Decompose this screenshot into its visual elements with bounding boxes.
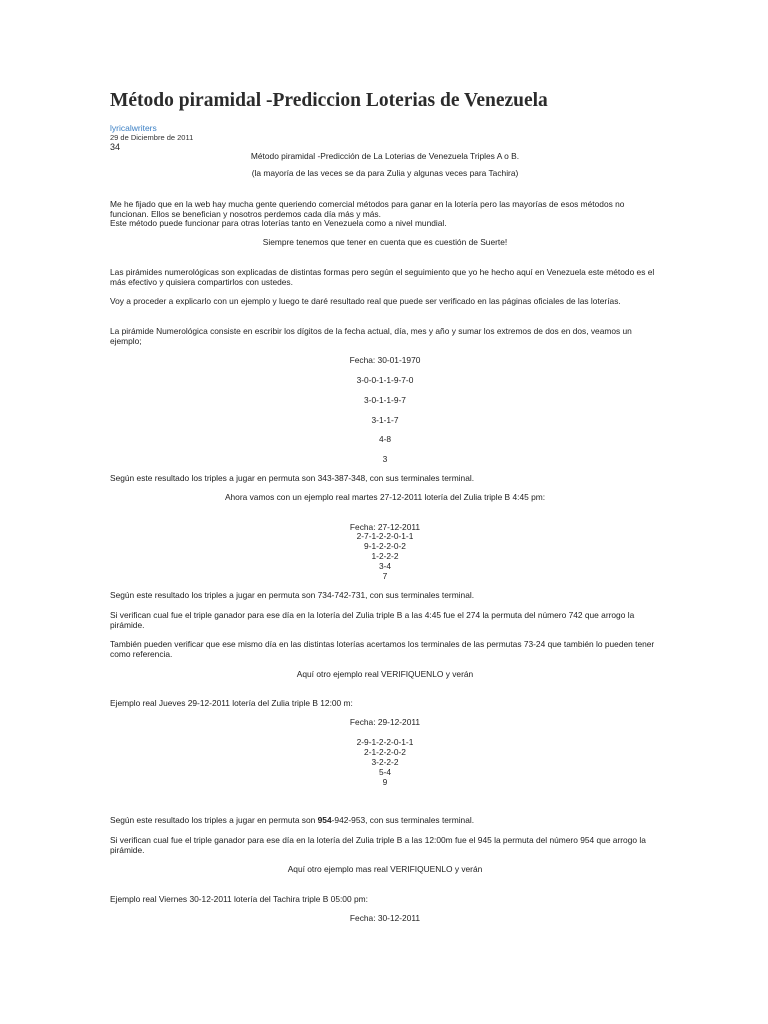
example-4-date: Fecha: 30-12-2011 — [349, 913, 421, 923]
example-1-result: Según este resultado los triples a jugar en permuta son 343-387-348, con sus terminales terminal. — [110, 473, 475, 483]
result-prefix: Según este resultado los triples a jugar en permuta son — [110, 815, 318, 825]
pyramid-row: 1-2-2-2 — [371, 551, 399, 561]
example-4-call: Aquí otro ejemplo mas real VERIFIQUENLO y verán — [287, 864, 483, 874]
pyramid-row: 3-1-1-7 — [371, 415, 399, 425]
example-3-intro: Ejemplo real Jueves 29-12-2011 lotería del Zulia triple B 12:00 m: — [110, 698, 353, 708]
pyramid-row: 3-2-2-2 — [371, 757, 399, 767]
pyramid-row: 3 — [382, 454, 388, 464]
pyramid-row: 3-4 — [378, 561, 392, 571]
pyramid-row: 3-0-0-1-1-9-7-0 — [356, 375, 414, 385]
luck-note: Siempre tenemos que tener en cuenta que es cuestión de Suerte! — [262, 237, 508, 247]
result-suffix: -942-953, con sus terminales terminal. — [331, 815, 475, 825]
example-4-intro: Ejemplo real Viernes 30-12-2011 lotería del Tachira triple B 05:00 pm: — [110, 894, 368, 904]
example-3-result — [110, 816, 660, 826]
subtitle: Método piramidal -Predicción de La Loterias de Venezuela Triples A o B. — [250, 151, 520, 161]
example-2-result: Según este resultado los triples a jugar en permuta son 734-742-731, con sus terminales terminal. — [110, 590, 475, 600]
consists-paragraph: La pirámide Numerológica consiste en escribir los dígitos de la fecha actual, día, mes y año y sumar los extremos de dos en dos, veamos un ejemplo; — [110, 326, 632, 346]
example-3-call: Aquí otro ejemplo real VERIFIQUENLO y verán — [296, 669, 474, 679]
author-link[interactable]: lyricalwriters — [110, 123, 157, 133]
pyramid-row: 2-9-1-2-2-0-1-1 — [356, 737, 414, 747]
proceed-paragraph: Voy a proceder a explicarlo con un ejemplo y luego te daré resultado real que puede ser verificado en las páginas oficiales de las loterías. — [110, 296, 621, 306]
result-highlight: 954 — [317, 815, 332, 825]
pyramid-row: 5-4 — [378, 767, 392, 777]
subtitle-note: (la mayoría de las veces se da para Zulia y algunas veces para Tachira) — [251, 168, 519, 178]
example-2-intro: Ahora vamos con un ejemplo real martes 27-12-2011 lotería del Zulia triple B 4:45 pm: — [224, 492, 546, 502]
article-title: Método piramidal -Prediccion Loterias de Venezuela — [110, 90, 548, 111]
pyramid-row: 7 — [382, 571, 388, 581]
intro-paragraph-2: Este método puede funcionar para otras loterías tanto en Venezuela como a nivel mundial. — [110, 218, 447, 228]
pyramid-row: 9-1-2-2-0-2 — [364, 541, 406, 551]
example-2-verify: Si verifican cual fue el triple ganador para ese día en la lotería del Zulia triple B a las 4:45 fue el 274 la permuta del número 742 que arrogo la pirámide. — [110, 610, 635, 630]
intro-paragraph: Me he fijado que en la web hay mucha gente queriendo comercial métodos para ganar en la lotería pero las mayorías de esos métodos no funcionan. Ellos se benefician y nosotros perdemos cada día más y más. — [110, 199, 625, 219]
example-1-date: Fecha: 30-01-1970 — [349, 355, 421, 365]
pyramids-paragraph: Las pirámides numerológicas son explicadas de distintas formas pero según el seguimiento que yo he hecho aquí en Venezuela este método es el más efectivo y quisiera compartirlos con ustedes. — [110, 267, 655, 287]
pyramid-row: 2-1-2-2-0-2 — [364, 747, 406, 757]
example-2-terminals: También pueden verificar que ese mismo día en las distintas loterías acertamos los terminales de las permutas 73-24 que también lo pueden tener como referencia. — [110, 639, 655, 659]
example-3-verify: Si verifican cual fue el triple ganador para ese día en la lotería del Zulia triple B a las 12:00m fue el 945 la permuta del número 954 que arrogo la pirámide. — [110, 835, 646, 855]
pyramid-row: 3-0-1-1-9-7 — [364, 395, 406, 405]
example-3-date: Fecha: 29-12-2011 — [349, 717, 421, 727]
example-2-date: Fecha: 27-12-2011 — [349, 522, 421, 532]
view-count: 34 — [110, 142, 121, 152]
pyramid-row: 2-7-1-2-2-0-1-1 — [356, 531, 414, 541]
pyramid-row: 9 — [382, 777, 388, 787]
pyramid-row: 4-8 — [378, 434, 392, 444]
publish-date: 29 de Diciembre de 2011 — [110, 133, 194, 142]
